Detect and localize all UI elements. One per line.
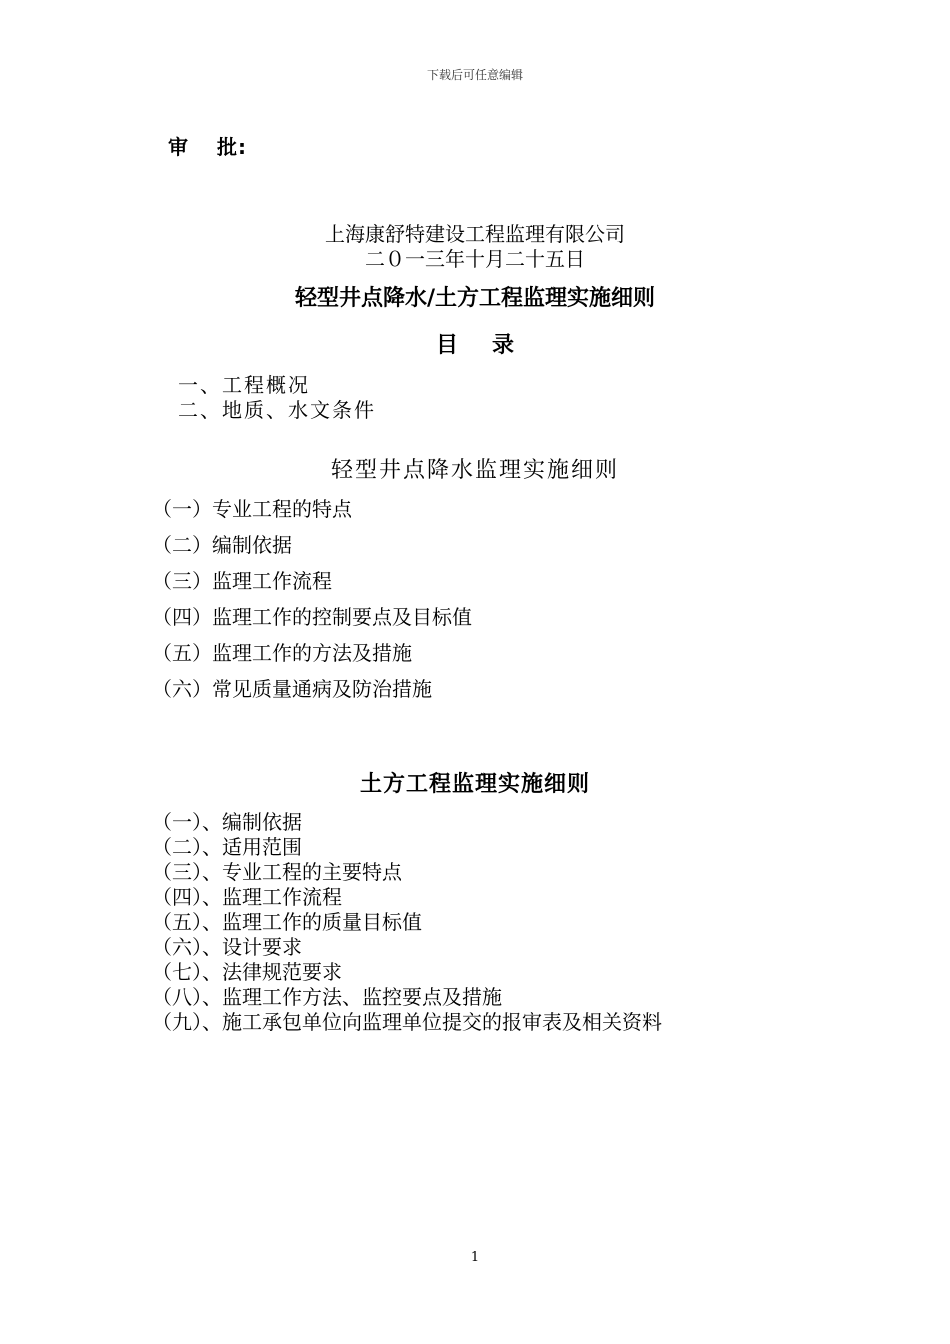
section2-item: （九）、施工承包单位向监理单位提交的报审表及相关资料 <box>152 1010 662 1034</box>
section1-item: （三）监理工作流程 <box>152 569 332 593</box>
section2-item: （三）、专业工程的主要特点 <box>152 860 402 884</box>
toc-item: 二、地质、水文条件 <box>178 398 376 422</box>
toc-title-a: 目 <box>435 333 458 358</box>
section1-item: （一）专业工程的特点 <box>152 497 352 521</box>
toc-item: 一、工程概况 <box>178 373 310 397</box>
main-title: 轻型井点降水/土方工程监理实施细则 <box>294 286 656 311</box>
section1-item: （五）监理工作的方法及措施 <box>152 641 412 665</box>
section2-item: （八）、监理工作方法、监控要点及措施 <box>152 985 502 1009</box>
approval-label <box>168 131 247 160</box>
section2-item: （五）、监理工作的质量目标值 <box>152 910 422 934</box>
section1-title: 轻型井点降水监理实施细则 <box>330 458 619 483</box>
page-number: 1 <box>470 1250 480 1265</box>
approval-label-a: 审 <box>168 135 189 159</box>
section1-item: （二）编制依据 <box>152 533 292 557</box>
section1-item: （六）常见质量通病及防治措施 <box>152 677 432 701</box>
header-note: 下载后可任意编辑 <box>426 68 523 82</box>
section2-item: （七）、法律规范要求 <box>152 960 342 984</box>
section1-item: （四）监理工作的控制要点及目标值 <box>152 605 472 629</box>
section2-item: （二）、适用范围 <box>152 835 302 859</box>
toc-title-b: 录 <box>492 333 515 358</box>
approval-label-b: 批: <box>217 135 247 159</box>
document-date: 二０一三年十月二十五日 <box>365 247 585 271</box>
section2-title: 土方工程监理实施细则 <box>359 772 590 797</box>
section2-item: （六）、设计要求 <box>152 935 302 959</box>
company-name: 上海康舒特建设工程监理有限公司 <box>325 222 625 246</box>
toc-title <box>0 328 950 359</box>
section2-item: （四）、监理工作流程 <box>152 885 342 909</box>
section2-item: （一）、编制依据 <box>152 810 302 834</box>
